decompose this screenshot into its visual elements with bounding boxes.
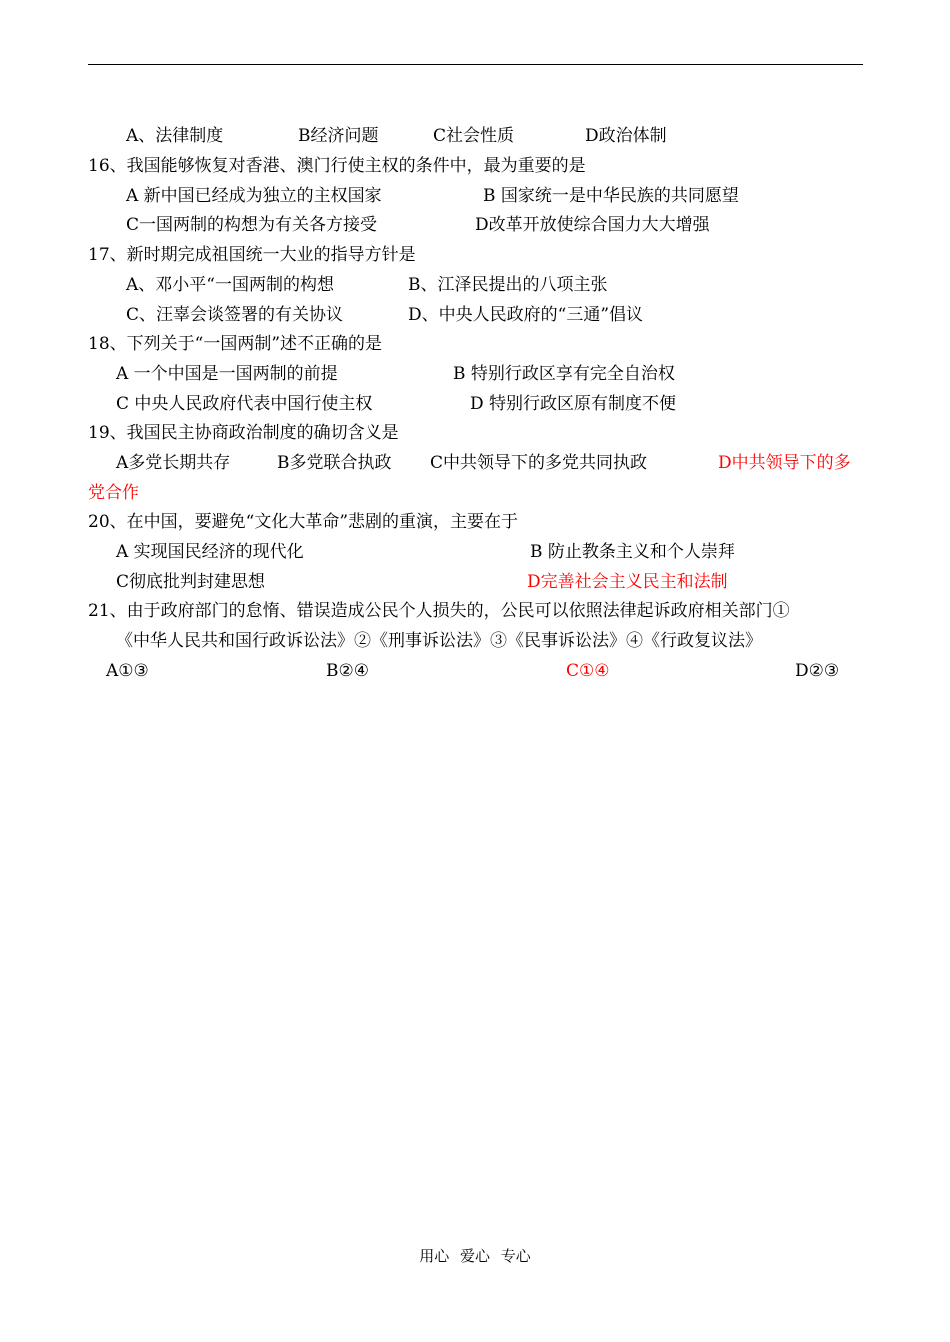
q15-option-b: B经济问题 xyxy=(298,126,379,146)
q21-option-a: A①③ xyxy=(106,661,149,681)
q16-option-d: D改革开放使综合国力大大增强 xyxy=(475,215,710,235)
q15-option-a: A、法律制度 xyxy=(126,126,224,146)
page-footer xyxy=(0,1246,950,1266)
q18-option-c: C 中央人民政府代表中国行使主权 xyxy=(116,394,373,414)
q18-option-a: A 一个中国是一国两制的前提 xyxy=(116,364,338,384)
q16-option-b: B 国家统一是中华民族的共同愿望 xyxy=(483,186,739,206)
q17-stem: 17、新时期完成祖国统一大业的指导方针是 xyxy=(88,245,416,265)
q17-option-b: B、江泽民提出的八项主张 xyxy=(408,275,608,295)
footer-word-2: 爱心 xyxy=(459,1247,490,1265)
q20-option-c: C彻底批判封建思想 xyxy=(116,572,266,592)
q17-option-a: A、邓小平“一国两制的构想 xyxy=(126,275,334,295)
header-rule xyxy=(88,64,863,65)
q20-option-b: B 防止教条主义和个人崇拜 xyxy=(530,542,735,562)
q21-option-d: D②③ xyxy=(795,661,840,681)
q19-option-b: B多党联合执政 xyxy=(277,453,392,473)
q19-option-a: A多党长期共存 xyxy=(116,453,231,473)
q15-option-c: C社会性质 xyxy=(433,126,515,146)
q18-stem: 18、下列关于“一国两制”述不正确的是 xyxy=(88,334,383,354)
q20-option-a: A 实现国民经济的现代化 xyxy=(116,542,304,562)
q19-option-c: C中共领导下的多党共同执政 xyxy=(430,453,648,473)
q21-option-b: B②④ xyxy=(326,661,369,681)
q19-stem: 19、我国民主协商政治制度的确切含义是 xyxy=(88,423,399,443)
q16-option-a: A 新中国已经成为独立的主权国家 xyxy=(126,186,382,206)
q19-option-d-answer-continued: 党合作 xyxy=(88,483,139,503)
q18-option-d: D 特别行政区原有制度不便 xyxy=(470,394,677,414)
q16-stem: 16、我国能够恢复对香港、澳门行使主权的条件中，最为重要的是 xyxy=(88,156,586,176)
q20-option-d-answer: D完善社会主义民主和法制 xyxy=(527,572,728,592)
q20-stem: 20、在中国，要避免“文化大革命”悲剧的重演，主要在于 xyxy=(88,512,519,532)
q18-option-b: B 特别行政区享有完全自治权 xyxy=(453,364,675,384)
q16-option-c: C一国两制的构想为有关各方接受 xyxy=(126,215,378,235)
q21-option-c-answer: C①④ xyxy=(566,661,610,681)
q19-option-d-answer: D中共领导下的多 xyxy=(718,453,851,473)
q21-stem-line1: 21、由于政府部门的怠惰、错误造成公民个人损失的，公民可以依照法律起诉政府相关部门① xyxy=(88,601,790,621)
q21-stem-line2: 《中华人民共和国行政诉讼法》②《刑事诉讼法》③《民事诉讼法》④《行政复议法》 xyxy=(116,631,762,651)
footer-word-3: 专心 xyxy=(500,1247,531,1265)
q17-option-c: C、汪辜会谈签署的有关协议 xyxy=(126,305,344,325)
q15-option-d: D政治体制 xyxy=(585,126,667,146)
footer-word-1: 用心 xyxy=(419,1247,450,1265)
q17-option-d: D、中央人民政府的“三通”倡议 xyxy=(408,305,644,325)
